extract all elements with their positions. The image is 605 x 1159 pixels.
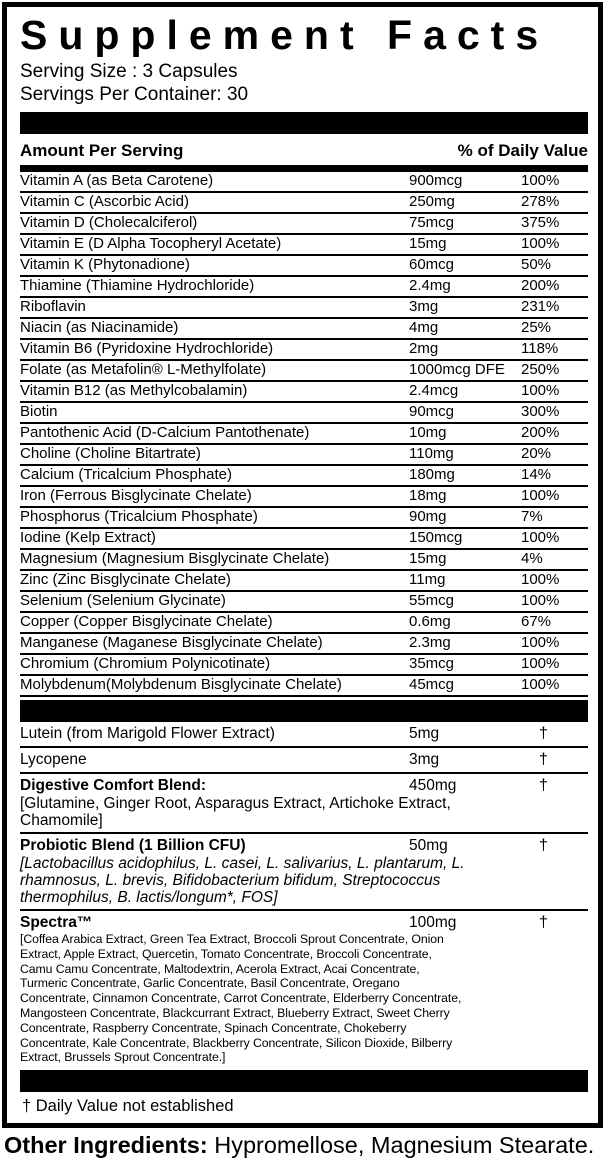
nutrient-row [20,235,588,256]
nutrient-row [20,277,588,298]
divider-bar-bottom [20,1070,588,1092]
nutrient-daily-value: 118% [521,340,559,358]
nutrient-daily-value: 278% [521,193,560,211]
botanical-amount: 50mg [409,837,448,855]
divider-bar-middle [20,700,588,722]
nutrient-amount: 90mcg [409,403,455,421]
nutrient-amount: 1000mcg DFE [409,361,505,379]
botanical-daily-value: † [539,725,548,743]
nutrient-name: Molybdenum(Molybdenum Bisglycinate Chelate) [20,676,342,694]
botanical-section [20,774,588,834]
nutrient-name: Vitamin K (Phytonadione) [20,256,190,274]
nutrient-row [20,256,588,277]
nutrient-amount: 250mg [409,193,455,211]
botanical-name: Lutein (from Marigold Flower Extract) [20,725,275,743]
nutrient-row [20,319,588,340]
nutrient-row [20,529,588,550]
botanical-section [20,834,588,911]
nutrient-name: Selenium (Selenium Glycinate) [20,592,226,610]
serving-size: Serving Size : 3 Capsules [20,61,238,83]
nutrient-amount: 75mcg [409,214,455,232]
nutrient-row [20,382,588,403]
botanical-name: Digestive Comfort Blend: [20,777,207,795]
nutrient-row [20,445,588,466]
nutrient-row [20,676,588,697]
nutrient-daily-value: 100% [521,235,560,253]
nutrient-name: Vitamin D (Cholecalciferol) [20,214,198,232]
botanical-row [20,751,588,769]
daily-value-header: % of Daily Value [457,141,588,161]
other-ingredients [4,1132,605,1159]
botanical-daily-value: † [539,837,548,855]
botanical-row [20,777,588,795]
nutrient-amount: 0.6mg [409,613,451,631]
botanical-daily-value: † [539,751,548,769]
nutrient-name: Biotin [20,403,58,421]
botanical-amount: 450mg [409,777,457,795]
nutrient-row [20,550,588,571]
nutrient-amount: 110mg [409,445,454,463]
botanical-section [20,722,588,748]
botanical-name: Probiotic Blend (1 Billion CFU) [20,837,246,855]
nutrient-name: Thiamine (Thiamine Hydrochloride) [20,277,255,295]
nutrient-daily-value: 50% [521,256,552,274]
nutrient-daily-value: 20% [521,445,552,463]
botanical-ingredients-list: [Coffea Arabica Extract, Green Tea Extract, Broccoli Sprout Concentrate, Onion Extract, Apple Extract, Quercetin, Tomato Concentrate, Broccoli Concentrate, Camu Camu Concentrate, Maltodextrin, Acerola Extract, Acai Concentrate, Turmeric Concentrate, Garlic Concentrate, Basil Concentrate, Oregano Concentrate, Cinnamon Concentrate, Carrot Concentrate, Elderberry Concentrate, Mangosteen Concentrate, Blackcurrant Extract, Blueberry Extract, Sweet Cherry Concentrate, Raspberry Concentrate, Spinach Concentrate, Chokeberry Concentrate, Kale Concentrate, Blackberry Concentrate, Silicon Dioxide, Bilberry Extract, Brussels Sprout Concentrate.] [20,932,462,1065]
nutrient-name: Phosphorus (Tricalcium Phosphate) [20,508,258,526]
nutrient-row [20,403,588,424]
nutrient-amount: 45mcg [409,676,455,694]
nutrient-daily-value: 4% [521,550,543,568]
amount-per-serving-header: Amount Per Serving [20,141,184,161]
nutrient-amount: 2mg [409,340,439,358]
nutrient-amount: 15mg [409,550,447,568]
nutrient-name: Riboflavin [20,298,86,316]
header-underline [20,165,588,172]
nutrient-daily-value: 25% [521,319,552,337]
nutrient-row [20,613,588,634]
nutrient-name: Vitamin E (D Alpha Tocopheryl Acetate) [20,235,282,253]
botanical-ingredients-list: [Glutamine, Ginger Root, Asparagus Extract, Artichoke Extract, Chamomile] [20,795,451,830]
nutrient-name: Magnesium (Magnesium Bisglycinate Chelate) [20,550,330,568]
nutrient-name: Folate (as Metafolin® L-Methylfolate) [20,361,267,379]
nutrient-amount: 2.3mg [409,634,451,652]
nutrient-name: Copper (Copper Bisglycinate Chelate) [20,613,273,631]
nutrient-name: Vitamin A (as Beta Carotene) [20,172,214,190]
botanical-amount: 100mg [409,914,457,932]
nutrient-name: Vitamin B6 (Pyridoxine Hydrochloride) [20,340,274,358]
nutrient-amount: 150mcg [409,529,463,547]
botanical-section [20,748,588,774]
nutrient-daily-value: 300% [521,403,560,421]
nutrient-daily-value: 200% [521,424,560,442]
botanical-daily-value: † [539,777,548,795]
nutrient-amount: 2.4mg [409,277,451,295]
nutrient-daily-value: 7% [521,508,543,526]
nutrient-daily-value: 100% [521,634,560,652]
nutrient-name: Chromium (Chromium Polynicotinate) [20,655,271,673]
nutrient-amount: 900mcg [409,172,463,190]
nutrient-row [20,424,588,445]
nutrient-daily-value: 100% [521,676,560,694]
nutrient-name: Iron (Ferrous Bisglycinate Chelate) [20,487,252,505]
nutrient-daily-value: 100% [521,529,560,547]
nutrient-amount: 11mg [409,571,446,589]
nutrient-amount: 90mg [409,508,447,526]
botanical-table [20,722,588,1068]
botanical-daily-value: † [539,914,548,932]
nutrient-amount: 180mg [409,466,455,484]
botanical-ingredients-list: [Lactobacillus acidophilus, L. casei, L. salivarius, L. plantarum, L. rhamnosus, L. brevis, Bifidobacterium bifidum, Streptococcus thermophilus, B. lactis/longum*, FOS] [20,855,465,907]
nutrient-amount: 10mg [409,424,447,442]
other-ingredients-text: Hypromellose, Magnesium Stearate. [207,1132,595,1159]
servings-per-container: Servings Per Container: 30 [20,84,249,106]
nutrient-daily-value: 100% [521,571,560,589]
nutrient-daily-value: 231% [521,298,560,316]
nutrient-row [20,361,588,382]
nutrient-row [20,172,588,193]
nutrient-amount: 18mg [409,487,447,505]
nutrient-daily-value: 200% [521,277,560,295]
nutrient-daily-value: 100% [521,655,560,673]
botanical-row [20,725,588,743]
nutrient-row [20,571,588,592]
nutrient-name: Vitamin B12 (as Methylcobalamin) [20,382,248,400]
nutrient-row [20,655,588,676]
nutrient-row [20,487,588,508]
nutrient-row [20,214,588,235]
nutrient-daily-value: 375% [521,214,560,232]
nutrient-name: Iodine (Kelp Extract) [20,529,156,547]
nutrient-daily-value: 100% [521,592,560,610]
botanical-name: Spectra™ [20,914,93,932]
nutrient-amount: 55mcg [409,592,455,610]
supplement-facts-panel [2,2,603,1128]
nutrient-amount: 60mcg [409,256,455,274]
nutrient-row [20,466,588,487]
nutrient-daily-value: 67% [521,613,552,631]
nutrient-amount: 4mg [409,319,439,337]
nutrient-row [20,634,588,655]
nutrient-daily-value: 14% [521,466,552,484]
botanical-amount: 3mg [409,751,440,769]
nutrient-amount: 3mg [409,298,439,316]
daily-value-footnote: † Daily Value not established [22,1097,234,1116]
nutrient-name: Vitamin C (Ascorbic Acid) [20,193,189,211]
nutrient-name: Manganese (Maganese Bisglycinate Chelate) [20,634,323,652]
nutrient-row [20,193,588,214]
nutrient-table [20,172,588,697]
nutrient-daily-value: 100% [521,487,560,505]
nutrient-name: Zinc (Zinc Bisglycinate Chelate) [20,571,231,589]
nutrient-row [20,340,588,361]
nutrient-daily-value: 250% [521,361,560,379]
other-ingredients-label: Other Ingredients: [4,1132,208,1159]
nutrient-daily-value: 100% [521,172,560,190]
nutrient-amount: 15mg [409,235,447,253]
botanical-amount: 5mg [409,725,440,743]
nutrient-row [20,592,588,613]
botanical-row [20,914,588,932]
nutrient-row [20,508,588,529]
nutrient-amount: 2.4mcg [409,382,459,400]
nutrient-name: Choline (Choline Bitartrate) [20,445,201,463]
nutrient-name: Calcium (Tricalcium Phosphate) [20,466,233,484]
botanical-section [20,911,588,1068]
botanical-row [20,837,588,855]
nutrient-name: Pantothenic Acid (D-Calcium Pantothenate) [20,424,310,442]
nutrient-amount: 35mcg [409,655,455,673]
nutrient-row [20,298,588,319]
supplement-label-page [0,2,605,1159]
nutrient-name: Niacin (as Niacinamide) [20,319,179,337]
column-header-row [20,134,588,165]
panel-title: Supplement Facts [20,14,550,58]
divider-bar-top [20,112,588,134]
botanical-name: Lycopene [20,751,87,769]
nutrient-daily-value: 100% [521,382,560,400]
